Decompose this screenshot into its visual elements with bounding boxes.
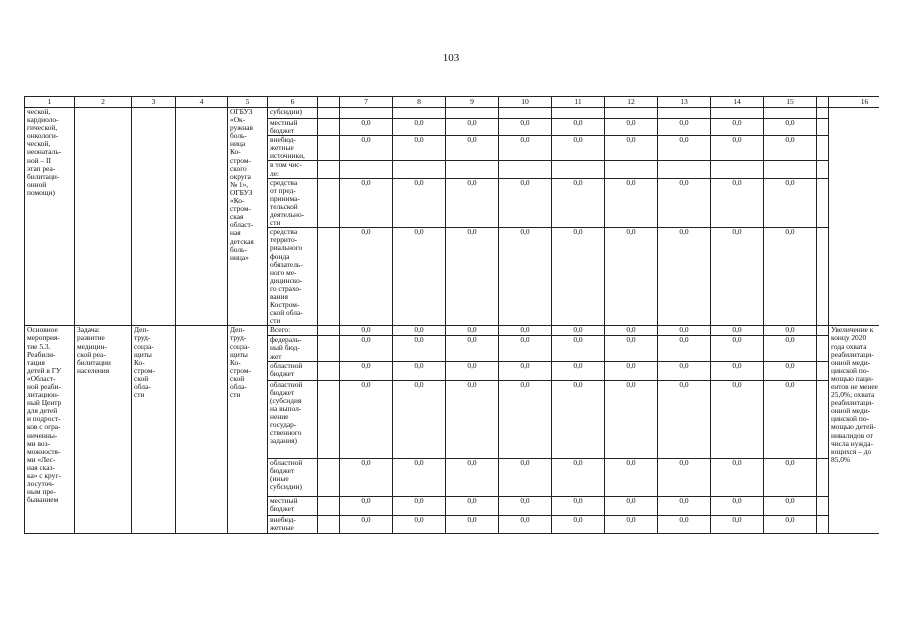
value-cell: 0,0 — [605, 361, 658, 380]
value-cell — [711, 161, 764, 178]
value-cell: 0,0 — [340, 496, 393, 515]
spacer-cell — [318, 119, 340, 136]
value-cell: 0,0 — [764, 136, 817, 161]
value-cell: 0,0 — [446, 496, 499, 515]
value-cell: 0,0 — [605, 228, 658, 326]
value-cell: 0,0 — [658, 178, 711, 228]
value-cell: 0,0 — [552, 515, 605, 533]
header-cell: 3 — [132, 97, 176, 108]
funding-source-cell: внебюд- жетные источники, — [268, 136, 318, 161]
budget-table-sheet — [24, 96, 879, 592]
header-cell: 12 — [605, 97, 658, 108]
header-cell: 4 — [176, 97, 228, 108]
value-cell — [764, 161, 817, 178]
value-cell: 0,0 — [499, 136, 552, 161]
spacer-cell — [318, 515, 340, 533]
value-cell: 0,0 — [552, 458, 605, 496]
value-cell: 0,0 — [605, 380, 658, 458]
spacer-cell — [318, 136, 340, 161]
spacer-cell — [817, 380, 829, 458]
budget-table — [24, 96, 879, 534]
value-cell: 0,0 — [340, 458, 393, 496]
value-cell: 0,0 — [393, 228, 446, 326]
value-cell: 0,0 — [446, 228, 499, 326]
value-cell: 0,0 — [552, 380, 605, 458]
value-cell: 0,0 — [552, 119, 605, 136]
header-cell — [318, 97, 340, 108]
value-cell — [446, 108, 499, 119]
value-cell: 0,0 — [658, 119, 711, 136]
value-cell — [658, 108, 711, 119]
funding-source-cell: средства от пред- принима- тельской деятельно- сти — [268, 178, 318, 228]
value-cell: 0,0 — [340, 178, 393, 228]
spacer-cell — [318, 336, 340, 361]
value-cell: 0,0 — [764, 458, 817, 496]
value-cell: 0,0 — [658, 361, 711, 380]
value-cell: 0,0 — [711, 361, 764, 380]
organization-cell: Деп- труд- соцза- щиты Ко- стром- ской обла- сти — [228, 326, 268, 533]
value-cell — [393, 108, 446, 119]
funding-source-cell: областной бюджет — [268, 361, 318, 380]
value-cell: 0,0 — [499, 515, 552, 533]
value-cell: 0,0 — [393, 361, 446, 380]
value-cell — [764, 108, 817, 119]
spacer-cell — [817, 228, 829, 326]
header-cell: 16 — [829, 97, 880, 108]
value-cell: 0,0 — [393, 326, 446, 336]
value-cell: 0,0 — [393, 496, 446, 515]
funding-source-cell: областной бюджет (иные субсидии) — [268, 458, 318, 496]
funding-source-cell: местный бюджет — [268, 496, 318, 515]
spacer-cell — [318, 380, 340, 458]
value-cell: 0,0 — [499, 458, 552, 496]
funding-source-cell: субсидии) — [268, 108, 318, 119]
header-cell: 9 — [446, 97, 499, 108]
value-cell — [605, 161, 658, 178]
value-cell: 0,0 — [552, 228, 605, 326]
value-cell — [340, 108, 393, 119]
header-cell: 8 — [393, 97, 446, 108]
value-cell: 0,0 — [393, 136, 446, 161]
executor-cell — [132, 108, 176, 326]
value-cell — [711, 108, 764, 119]
value-cell: 0,0 — [446, 336, 499, 361]
value-cell: 0,0 — [764, 178, 817, 228]
value-cell: 0,0 — [499, 496, 552, 515]
value-cell: 0,0 — [764, 380, 817, 458]
measure-name-cell: ческой, кардиоло- гической, онкологи- ческой, неонаталь- ной – II этап реа- билитаци- онной помощи) — [25, 108, 75, 326]
table-row — [25, 108, 880, 119]
value-cell: 0,0 — [393, 178, 446, 228]
header-cell: 13 — [658, 97, 711, 108]
value-cell: 0,0 — [764, 336, 817, 361]
value-cell: 0,0 — [711, 336, 764, 361]
value-cell: 0,0 — [764, 119, 817, 136]
value-cell: 0,0 — [711, 326, 764, 336]
value-cell: 0,0 — [764, 228, 817, 326]
value-cell: 0,0 — [764, 326, 817, 336]
value-cell: 0,0 — [552, 336, 605, 361]
spacer-cell — [817, 161, 829, 178]
value-cell: 0,0 — [446, 361, 499, 380]
value-cell: 0,0 — [552, 496, 605, 515]
spacer-cell — [817, 361, 829, 380]
value-cell: 0,0 — [711, 515, 764, 533]
value-cell — [552, 108, 605, 119]
page-number: 103 — [442, 52, 460, 64]
spacer-cell — [817, 108, 829, 119]
spacer-cell — [817, 458, 829, 496]
value-cell — [340, 161, 393, 178]
value-cell: 0,0 — [605, 458, 658, 496]
value-cell — [393, 161, 446, 178]
value-cell: 0,0 — [446, 380, 499, 458]
value-cell: 0,0 — [552, 326, 605, 336]
funding-source-cell: Всего: — [268, 326, 318, 336]
value-cell: 0,0 — [340, 380, 393, 458]
value-cell: 0,0 — [446, 458, 499, 496]
value-cell: 0,0 — [552, 361, 605, 380]
value-cell: 0,0 — [552, 136, 605, 161]
value-cell: 0,0 — [764, 361, 817, 380]
funding-source-cell: внебюд- жетные — [268, 515, 318, 533]
spacer-cell — [318, 108, 340, 119]
value-cell — [552, 161, 605, 178]
value-cell: 0,0 — [605, 119, 658, 136]
value-cell: 0,0 — [446, 136, 499, 161]
value-cell: 0,0 — [499, 361, 552, 380]
header-cell: 7 — [340, 97, 393, 108]
value-cell — [499, 161, 552, 178]
value-cell: 0,0 — [711, 136, 764, 161]
value-cell: 0,0 — [605, 515, 658, 533]
value-cell: 0,0 — [658, 458, 711, 496]
value-cell: 0,0 — [340, 326, 393, 336]
value-cell: 0,0 — [499, 228, 552, 326]
spacer-cell — [318, 228, 340, 326]
spacer-cell — [318, 178, 340, 228]
funding-source-cell: местный бюджет — [268, 119, 318, 136]
value-cell: 0,0 — [711, 178, 764, 228]
value-cell: 0,0 — [340, 228, 393, 326]
value-cell: 0,0 — [393, 458, 446, 496]
value-cell: 0,0 — [446, 178, 499, 228]
value-cell: 0,0 — [658, 136, 711, 161]
value-cell: 0,0 — [658, 380, 711, 458]
spacer-cell — [817, 336, 829, 361]
header-row — [25, 97, 880, 108]
value-cell: 0,0 — [340, 336, 393, 361]
table-row — [25, 326, 880, 336]
spacer-cell — [817, 496, 829, 515]
value-cell: 0,0 — [658, 336, 711, 361]
value-cell: 0,0 — [658, 326, 711, 336]
task-cell — [75, 108, 132, 326]
header-cell: 6 — [268, 97, 318, 108]
funding-source-cell: федераль- ный бюд- жет — [268, 336, 318, 361]
spacer-cell — [817, 119, 829, 136]
header-cell: 10 — [499, 97, 552, 108]
value-cell — [605, 108, 658, 119]
value-cell: 0,0 — [340, 361, 393, 380]
value-cell: 0,0 — [711, 496, 764, 515]
spacer-cell — [318, 161, 340, 178]
funding-source-cell: областной бюджет (субсидия на выпол- нение государ- ственного задания) — [268, 380, 318, 458]
value-cell: 0,0 — [446, 515, 499, 533]
value-cell — [446, 161, 499, 178]
header-cell: 5 — [228, 97, 268, 108]
header-cell — [817, 97, 829, 108]
value-cell: 0,0 — [711, 380, 764, 458]
value-cell: 0,0 — [658, 496, 711, 515]
spacer-cell — [318, 458, 340, 496]
value-cell: 0,0 — [711, 119, 764, 136]
value-cell: 0,0 — [499, 119, 552, 136]
header-cell: 2 — [75, 97, 132, 108]
spacer-cell — [318, 326, 340, 336]
value-cell: 0,0 — [393, 336, 446, 361]
value-cell: 0,0 — [499, 326, 552, 336]
col4-cell — [176, 326, 228, 533]
header-cell: 1 — [25, 97, 75, 108]
value-cell: 0,0 — [764, 515, 817, 533]
value-cell: 0,0 — [605, 496, 658, 515]
value-cell: 0,0 — [711, 458, 764, 496]
funding-source-cell: в том чис- ле: — [268, 161, 318, 178]
value-cell: 0,0 — [605, 178, 658, 228]
col4-cell — [176, 108, 228, 326]
value-cell: 0,0 — [605, 336, 658, 361]
value-cell: 0,0 — [499, 380, 552, 458]
value-cell: 0,0 — [658, 228, 711, 326]
organization-cell: ОГБУЗ «Ок- ружная боль- ница Ко- стром- ского округа № 1», ОГБУЗ «Ко- стром- ская област- ная детская боль- ница» — [228, 108, 268, 326]
value-cell: 0,0 — [605, 136, 658, 161]
spacer-cell — [318, 496, 340, 515]
value-cell: 0,0 — [393, 119, 446, 136]
spacer-cell — [817, 515, 829, 533]
value-cell: 0,0 — [658, 515, 711, 533]
value-cell: 0,0 — [499, 178, 552, 228]
value-cell: 0,0 — [340, 136, 393, 161]
value-cell: 0,0 — [393, 380, 446, 458]
spacer-cell — [817, 136, 829, 161]
value-cell: 0,0 — [393, 515, 446, 533]
spacer-cell — [318, 361, 340, 380]
indicator-cell: Увеличение к концу 2020 года охвата реабилитаци- онной меди- цинской по- мощью паци- ентов не менее 25,0%; охвата реабилитаци- онной меди- цинской по- мощью детей- инвалидов от числа нужда- ющихся – до 85,0% — [829, 326, 880, 533]
measure-name-cell: Основное мероприя- тие 5.3. Реабили- тация детей в ГУ «Област- ной реаби- литацион- ный Центр для детей и подрост- ков с огра- ниченны- ми воз- можностя- ми «Лес- ная сказ- ка» с круг- лосуточ- ным пре- быванием — [25, 326, 75, 533]
header-cell: 11 — [552, 97, 605, 108]
value-cell: 0,0 — [605, 326, 658, 336]
funding-source-cell: средства террито- риального фонда обязатель- ного ме- дицинско- го страхо- вания Костром- ской обла- сти — [268, 228, 318, 326]
value-cell: 0,0 — [552, 178, 605, 228]
header-cell: 14 — [711, 97, 764, 108]
value-cell: 0,0 — [340, 515, 393, 533]
indicator-cell — [829, 108, 880, 326]
executor-cell: Деп- труд- соцза- щиты Ко- стром- ской обла- сти — [132, 326, 176, 533]
value-cell: 0,0 — [446, 119, 499, 136]
value-cell: 0,0 — [711, 228, 764, 326]
value-cell: 0,0 — [499, 336, 552, 361]
value-cell: 0,0 — [340, 119, 393, 136]
header-cell: 15 — [764, 97, 817, 108]
value-cell: 0,0 — [446, 326, 499, 336]
task-cell: Задача: развитие медицин- ской реа- билитации населения — [75, 326, 132, 533]
spacer-cell — [817, 326, 829, 336]
value-cell — [499, 108, 552, 119]
spacer-cell — [817, 178, 829, 228]
value-cell: 0,0 — [764, 496, 817, 515]
value-cell — [658, 161, 711, 178]
